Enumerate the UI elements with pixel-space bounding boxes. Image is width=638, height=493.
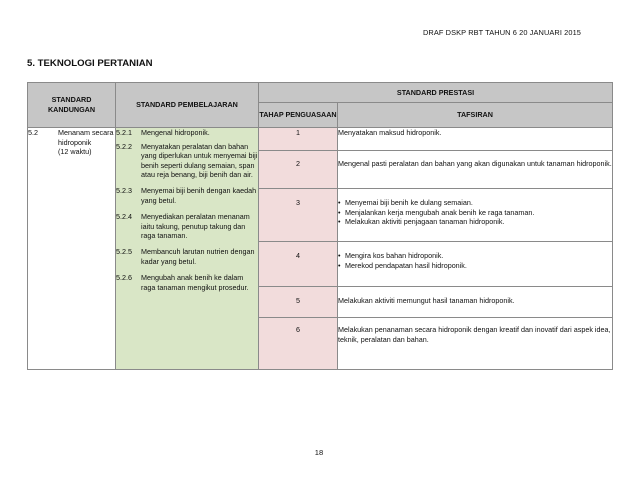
tafsiran-5 bbox=[338, 287, 613, 318]
standards-table bbox=[27, 82, 613, 370]
standard-kandungan-cell bbox=[28, 128, 116, 370]
tahap-1: 1 bbox=[259, 128, 338, 151]
sp-text: Mengubah anak benih ke dalam raga tanaman mengikut prosedur. bbox=[141, 273, 249, 292]
tafsiran-1 bbox=[338, 128, 613, 151]
sp-text: Mengenal hidroponik. bbox=[141, 128, 210, 137]
sp-text: Menyemai biji benih dengan kaedah yang betul. bbox=[141, 185, 257, 205]
standard-kandungan-duration: (12 waktu) bbox=[58, 147, 92, 157]
standard-kandungan-text: Menanam secara hidroponik bbox=[58, 128, 114, 147]
header-tafsiran: TAFSIRAN bbox=[338, 103, 613, 128]
sp-text: Membancuh larutan nutrien dengan kadar yang betul. bbox=[141, 246, 255, 266]
header-tahap-penguasaan: TAHAP PENGUASAAN bbox=[259, 103, 338, 128]
sp-item-5-2-5 bbox=[116, 247, 258, 266]
tahap-6: 6 bbox=[259, 318, 338, 370]
tafsiran-3 bbox=[338, 189, 613, 242]
sp-item-5-2-4 bbox=[116, 212, 258, 241]
tafsiran-text: Melakukan penanaman secara hidroponik dengan kreatif dan inovatif dari aspek idea, teknik, peralatan dan bahan. bbox=[338, 325, 611, 344]
header-standard-kandungan: STANDARD KANDUNGAN bbox=[28, 83, 116, 128]
tahap-5: 5 bbox=[259, 287, 338, 318]
tahap-3: 3 bbox=[259, 189, 338, 242]
standard-kandungan-code: 5.2 bbox=[28, 128, 38, 137]
document-header-note: DRAF DSKP RBT TAHUN 6 20 JANUARI 2015 bbox=[423, 28, 581, 37]
tafsiran-text: Melakukan aktiviti memungut hasil tanaman hidroponik. bbox=[338, 296, 515, 305]
tafsiran-4 bbox=[338, 242, 613, 287]
sp-code: 5.2.2 bbox=[116, 141, 132, 151]
sp-code: 5.2.5 bbox=[116, 246, 132, 256]
tafsiran-2 bbox=[338, 151, 613, 189]
sp-code: 5.2.6 bbox=[116, 273, 132, 283]
sp-item-5-2-6 bbox=[116, 273, 258, 292]
tahap-2: 2 bbox=[259, 151, 338, 189]
page-number: 18 bbox=[314, 448, 324, 457]
header-standard-prestasi: STANDARD PRESTASI bbox=[259, 83, 613, 103]
tafsiran-text: Mengenal pasti peralatan dan bahan yang akan digunakan untuk tanaman hidroponik. bbox=[338, 159, 612, 168]
sp-text: Menyediakan peralatan menanam iaitu takung, penutup takung dan raga tanaman. bbox=[141, 212, 250, 241]
header-standard-pembelajaran: STANDARD PEMBELAJARAN bbox=[116, 83, 259, 128]
tafsiran-bullet: • Melakukan aktiviti penjagaan tanaman hidroponik. bbox=[338, 217, 505, 227]
tafsiran-bullet: • Mengira kos bahan hidroponik. bbox=[338, 251, 444, 260]
sp-code: 5.2.3 bbox=[116, 185, 132, 195]
tafsiran-bullet: • Menyemai biji benih ke dulang semaian. bbox=[338, 198, 473, 207]
sp-item-5-2-3 bbox=[116, 186, 258, 205]
section-title: 5. TEKNOLOGI PERTANIAN bbox=[27, 58, 153, 69]
sp-item-5-2-1 bbox=[116, 128, 258, 138]
tahap-4: 4 bbox=[259, 242, 338, 287]
sp-code: 5.2.4 bbox=[116, 212, 132, 222]
sp-code: 5.2.1 bbox=[116, 128, 132, 137]
tafsiran-bullet: • Merekod pendapatan hasil hidroponik. bbox=[338, 260, 467, 270]
tafsiran-bullet: • Menjalankan kerja mengubah anak benih ke raga tanaman. bbox=[338, 207, 535, 217]
standard-pembelajaran-cell bbox=[116, 128, 259, 370]
sp-item-5-2-2 bbox=[116, 142, 258, 180]
tafsiran-6 bbox=[338, 318, 613, 370]
tafsiran-text: Menyatakan maksud hidroponik. bbox=[338, 128, 442, 137]
sp-text: Menyatakan peralatan dan bahan yang diperlukan untuk menyemai biji benih seperti dulang semaian, span atau reja benang, biji benih dan air. bbox=[141, 141, 258, 180]
